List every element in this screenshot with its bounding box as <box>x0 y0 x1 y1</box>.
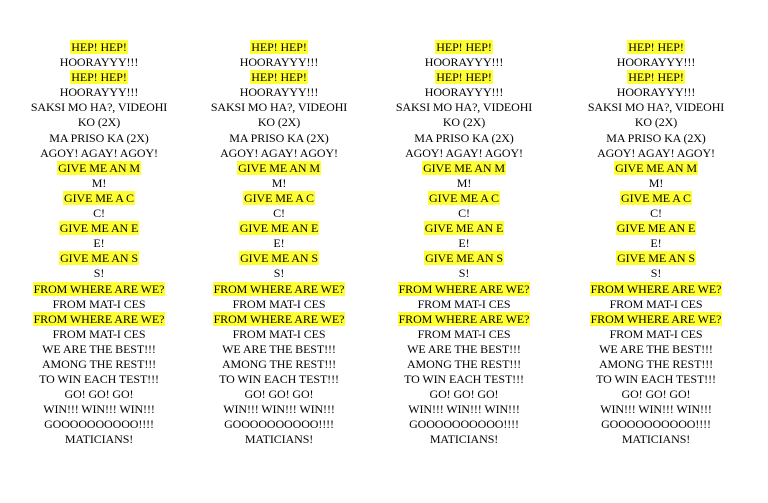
cheer-line <box>189 131 369 146</box>
highlighted-cheer-line <box>9 251 189 266</box>
cheer-line-text: GIVE ME A C <box>64 190 134 205</box>
highlighted-cheer-line <box>189 70 369 85</box>
cheer-line-text: FROM MAT-I CES <box>52 326 146 341</box>
cheer-line-text: GIVE ME AN S <box>60 251 138 266</box>
cheer-line <box>9 327 189 342</box>
cheer-line <box>566 417 746 432</box>
highlighted-cheer-line <box>566 312 746 327</box>
cheer-line <box>9 100 189 115</box>
cheer-line <box>566 266 746 281</box>
cheer-line <box>189 236 369 251</box>
cheer-line <box>566 327 746 342</box>
cheer-line-text: FROM MAT-I CES <box>609 326 703 341</box>
cheer-line-text: HEP! HEP! <box>71 70 127 85</box>
cheer-line <box>374 432 554 447</box>
cheer-line-text: MATICIANS! <box>429 432 499 447</box>
cheer-line-text: WE ARE THE BEST!!! <box>42 341 156 356</box>
cheer-line <box>566 115 746 130</box>
cheer-line <box>189 357 369 372</box>
cheer-line-text: GIVE ME AN E <box>239 221 319 236</box>
cheer-line-text: KO (2X) <box>634 115 678 130</box>
highlighted-cheer-line <box>566 282 746 297</box>
cheer-line <box>9 402 189 417</box>
cheer-line-text: HOORAYYY!!! <box>239 85 319 100</box>
cheer-line-text: E! <box>650 236 662 251</box>
cheer-line-text: HOORAYYY!!! <box>616 85 696 100</box>
cheer-line-text: GIVE ME A C <box>621 190 691 205</box>
cheer-line <box>374 146 554 161</box>
cheer-line-text: GIVE ME AN S <box>617 251 695 266</box>
cheer-line-text: AGOY! AGAY! AGOY! <box>40 145 158 160</box>
cheer-line <box>374 115 554 130</box>
cheer-line-text: GO! GO! GO! <box>429 387 499 402</box>
cheer-line-text: GIVE ME AN M <box>423 160 505 175</box>
highlighted-cheer-line <box>374 70 554 85</box>
cheer-line <box>566 357 746 372</box>
cheer-line-text: TO WIN EACH TEST!!! <box>219 372 339 387</box>
cheer-line <box>9 266 189 281</box>
cheer-line <box>9 85 189 100</box>
cheer-line <box>374 176 554 191</box>
highlighted-cheer-line <box>189 282 369 297</box>
cheer-line-text: MATICIANS! <box>621 432 691 447</box>
cheer-line-text: GOOOOOOOOOO!!!! <box>224 417 334 432</box>
cheer-line <box>9 176 189 191</box>
cheer-line <box>189 85 369 100</box>
cheer-line-text: MA PRISO KA (2X) <box>49 130 149 145</box>
cheer-line <box>189 372 369 387</box>
cheer-line-text: GIVE ME AN M <box>615 160 697 175</box>
cheer-line <box>566 297 746 312</box>
highlighted-cheer-line <box>374 40 554 55</box>
cheer-line-text: AGOY! AGAY! AGOY! <box>220 145 338 160</box>
cheer-line-text: FROM MAT-I CES <box>232 296 326 311</box>
cheer-line-text: KO (2X) <box>442 115 486 130</box>
cheer-line <box>9 357 189 372</box>
cheer-line-text: C! <box>650 206 662 221</box>
cheer-line <box>9 387 189 402</box>
highlighted-cheer-line <box>566 221 746 236</box>
cheer-line-text: S! <box>93 266 105 281</box>
cheer-line-text: GIVE ME AN E <box>59 221 139 236</box>
cheer-line-text: MA PRISO KA (2X) <box>606 130 706 145</box>
cheer-line <box>189 115 369 130</box>
cheer-line <box>9 372 189 387</box>
highlighted-cheer-line <box>374 312 554 327</box>
cheer-line-text: C! <box>273 206 285 221</box>
cheer-line-text: GOOOOOOOOOO!!!! <box>601 417 711 432</box>
highlighted-cheer-line <box>9 312 189 327</box>
highlighted-cheer-line <box>9 161 189 176</box>
cheer-line-text: FROM WHERE ARE WE? <box>33 281 165 296</box>
cheer-line-text: MATICIANS! <box>244 432 314 447</box>
cheer-line <box>189 417 369 432</box>
cheer-column-4 <box>566 40 746 448</box>
cheer-line <box>9 131 189 146</box>
cheer-line-text: FROM WHERE ARE WE? <box>398 311 530 326</box>
cheer-line <box>566 372 746 387</box>
cheer-line-text: WIN!!! WIN!!! WIN!!! <box>408 402 520 417</box>
cheer-line <box>9 115 189 130</box>
cheer-line <box>374 327 554 342</box>
cheer-line-text: WE ARE THE BEST!!! <box>222 341 336 356</box>
cheer-line-text: WIN!!! WIN!!! WIN!!! <box>223 402 335 417</box>
cheer-line-text: FROM MAT-I CES <box>417 326 511 341</box>
highlighted-cheer-line <box>374 251 554 266</box>
cheer-line <box>566 206 746 221</box>
highlighted-cheer-line <box>9 191 189 206</box>
cheer-line <box>566 131 746 146</box>
cheer-line <box>9 297 189 312</box>
cheer-line-text: GOOOOOOOOOO!!!! <box>409 417 519 432</box>
highlighted-cheer-line <box>374 191 554 206</box>
cheer-line-text: HEP! HEP! <box>436 70 492 85</box>
cheer-line-text: KO (2X) <box>77 115 121 130</box>
cheer-line <box>374 236 554 251</box>
cheer-line-text: S! <box>458 266 470 281</box>
cheer-line <box>566 402 746 417</box>
cheer-line-text: E! <box>273 236 285 251</box>
cheer-line <box>9 55 189 70</box>
cheer-line-text: FROM MAT-I CES <box>232 326 326 341</box>
cheer-line-text: AMONG THE REST!!! <box>598 356 714 371</box>
cheer-line-text: FROM WHERE ARE WE? <box>213 311 345 326</box>
cheer-column-2 <box>189 40 369 448</box>
cheer-line <box>374 342 554 357</box>
highlighted-cheer-line <box>9 282 189 297</box>
cheer-line <box>374 387 554 402</box>
cheer-line-text: M! <box>648 175 664 190</box>
cheer-line-text: SAKSI MO HA?, VIDEOHI <box>30 100 168 115</box>
cheer-line-text: SAKSI MO HA?, VIDEOHI <box>587 100 725 115</box>
cheer-line-text: SAKSI MO HA?, VIDEOHI <box>210 100 348 115</box>
highlighted-cheer-line <box>189 191 369 206</box>
cheer-line <box>189 402 369 417</box>
cheer-line-text: TO WIN EACH TEST!!! <box>596 372 716 387</box>
highlighted-cheer-line <box>566 191 746 206</box>
cheer-line-text: TO WIN EACH TEST!!! <box>39 372 159 387</box>
cheer-line-text: E! <box>93 236 105 251</box>
cheer-line <box>189 176 369 191</box>
cheer-line <box>9 146 189 161</box>
highlighted-cheer-line <box>566 251 746 266</box>
cheer-line-text: WIN!!! WIN!!! WIN!!! <box>600 402 712 417</box>
cheer-line-text: S! <box>273 266 285 281</box>
cheer-line-text: AMONG THE REST!!! <box>406 356 522 371</box>
cheer-line-text: HEP! HEP! <box>251 70 307 85</box>
cheer-line <box>566 146 746 161</box>
cheer-line <box>9 417 189 432</box>
cheer-line <box>9 236 189 251</box>
cheer-line-text: HEP! HEP! <box>251 40 307 54</box>
highlighted-cheer-line <box>566 70 746 85</box>
cheer-line <box>566 55 746 70</box>
cheer-line-text: FROM MAT-I CES <box>417 296 511 311</box>
cheer-line-text: HOORAYYY!!! <box>59 55 139 70</box>
cheer-line <box>374 266 554 281</box>
cheer-line-text: GO! GO! GO! <box>64 387 134 402</box>
cheer-line-text: GIVE ME AN S <box>240 251 318 266</box>
highlighted-cheer-line <box>374 221 554 236</box>
cheer-line-text: GIVE ME AN S <box>425 251 503 266</box>
cheer-line <box>189 206 369 221</box>
cheer-line-text: HEP! HEP! <box>436 40 492 54</box>
cheer-line-text: HOORAYYY!!! <box>59 85 139 100</box>
cheer-line <box>189 146 369 161</box>
cheer-line-text: HEP! HEP! <box>71 40 127 54</box>
cheer-line <box>9 206 189 221</box>
cheer-line-text: WE ARE THE BEST!!! <box>407 341 521 356</box>
highlighted-cheer-line <box>566 40 746 55</box>
cheer-line-text: GIVE ME A C <box>429 190 499 205</box>
cheer-line-text: WE ARE THE BEST!!! <box>599 341 713 356</box>
highlighted-cheer-line <box>189 161 369 176</box>
cheer-line-text: GIVE ME A C <box>244 190 314 205</box>
cheer-line <box>566 236 746 251</box>
cheer-line-text: AGOY! AGAY! AGOY! <box>597 145 715 160</box>
cheer-line-text: M! <box>456 175 472 190</box>
cheer-line <box>374 55 554 70</box>
cheer-line-text: SAKSI MO HA?, VIDEOHI <box>395 100 533 115</box>
cheer-line-text: HOORAYYY!!! <box>616 55 696 70</box>
cheer-line-text: GIVE ME AN M <box>58 160 140 175</box>
cheer-line <box>189 432 369 447</box>
cheer-line <box>374 100 554 115</box>
cheer-line <box>566 342 746 357</box>
cheer-line-text: FROM WHERE ARE WE? <box>590 311 722 326</box>
cheer-line <box>9 432 189 447</box>
cheer-line <box>374 85 554 100</box>
highlighted-cheer-line <box>566 161 746 176</box>
cheer-line <box>566 176 746 191</box>
cheer-line <box>374 402 554 417</box>
cheer-line-text: GIVE ME AN E <box>616 221 696 236</box>
cheer-line-text: HEP! HEP! <box>628 40 684 54</box>
cheer-line-text: FROM MAT-I CES <box>609 296 703 311</box>
cheer-line <box>374 357 554 372</box>
cheer-line <box>374 297 554 312</box>
cheer-line <box>189 327 369 342</box>
cheer-line-text: MA PRISO KA (2X) <box>414 130 514 145</box>
cheer-line-text: M! <box>271 175 287 190</box>
cheer-line <box>374 131 554 146</box>
highlighted-cheer-line <box>374 161 554 176</box>
cheer-line-text: E! <box>458 236 470 251</box>
cheer-line-text: MATICIANS! <box>64 432 134 447</box>
cheer-line-text: S! <box>650 266 662 281</box>
highlighted-cheer-line <box>9 70 189 85</box>
cheer-line-text: HOORAYYY!!! <box>424 55 504 70</box>
cheer-column-1 <box>9 40 189 448</box>
cheer-line-text: MA PRISO KA (2X) <box>229 130 329 145</box>
cheer-line-text: GO! GO! GO! <box>244 387 314 402</box>
cheer-line <box>189 55 369 70</box>
highlighted-cheer-line <box>9 221 189 236</box>
cheer-line-text: C! <box>458 206 470 221</box>
highlighted-cheer-line <box>374 282 554 297</box>
cheer-line-text: FROM WHERE ARE WE? <box>33 311 165 326</box>
cheer-line-text: AGOY! AGAY! AGOY! <box>405 145 523 160</box>
cheer-line-text: HEP! HEP! <box>628 70 684 85</box>
cheer-line-text: AMONG THE REST!!! <box>221 356 337 371</box>
highlighted-cheer-line <box>189 40 369 55</box>
cheer-line <box>374 372 554 387</box>
cheer-line-text: FROM WHERE ARE WE? <box>398 281 530 296</box>
cheer-line <box>189 342 369 357</box>
cheer-line <box>189 387 369 402</box>
cheer-line <box>374 206 554 221</box>
cheer-line <box>566 432 746 447</box>
cheer-line-text: TO WIN EACH TEST!!! <box>404 372 524 387</box>
cheer-line <box>189 297 369 312</box>
highlighted-cheer-line <box>9 40 189 55</box>
cheer-line-text: FROM WHERE ARE WE? <box>213 281 345 296</box>
cheer-line <box>374 417 554 432</box>
cheer-line-text: GIVE ME AN M <box>238 160 320 175</box>
cheer-line <box>566 387 746 402</box>
cheer-column-3 <box>374 40 554 448</box>
highlighted-cheer-line <box>189 251 369 266</box>
cheer-line <box>189 100 369 115</box>
highlighted-cheer-line <box>189 312 369 327</box>
cheer-line-text: C! <box>93 206 105 221</box>
cheer-line-text: KO (2X) <box>257 115 301 130</box>
cheer-line <box>189 266 369 281</box>
cheer-line <box>9 342 189 357</box>
cheer-line-text: HOORAYYY!!! <box>239 55 319 70</box>
cheer-line <box>566 85 746 100</box>
cheer-line-text: FROM WHERE ARE WE? <box>590 281 722 296</box>
cheer-line-text: FROM MAT-I CES <box>52 296 146 311</box>
cheer-line-text: WIN!!! WIN!!! WIN!!! <box>43 402 155 417</box>
cheer-line <box>566 100 746 115</box>
cheer-line-text: AMONG THE REST!!! <box>41 356 157 371</box>
cheer-line-text: HOORAYYY!!! <box>424 85 504 100</box>
cheer-line-text: GO! GO! GO! <box>621 387 691 402</box>
cheer-line-text: M! <box>91 175 107 190</box>
cheer-line-text: GOOOOOOOOOO!!!! <box>44 417 154 432</box>
highlighted-cheer-line <box>189 221 369 236</box>
cheer-line-text: GIVE ME AN E <box>424 221 504 236</box>
